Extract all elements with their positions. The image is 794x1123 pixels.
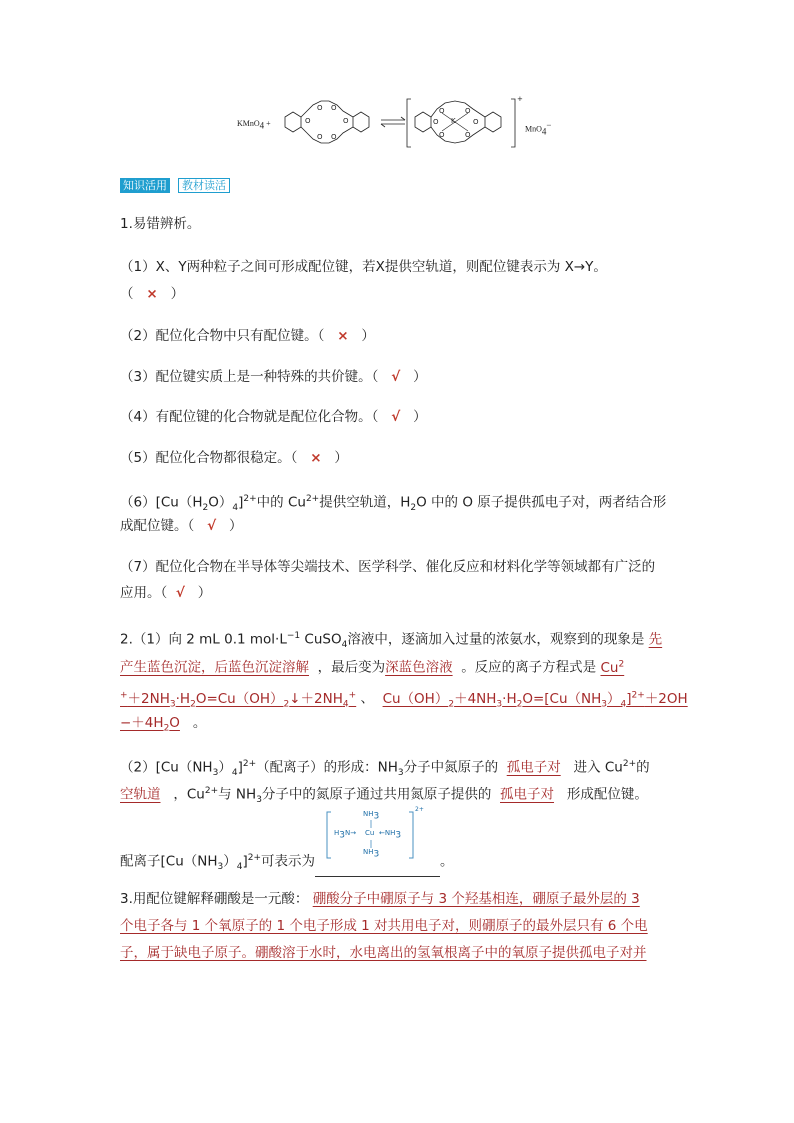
q2-part2-line1: $(2)[Cu(NH_3)_4]^{2+}$（配离子）的形成：$NH_3$分子中氮原子的 孤电子对 进入 $Cu^{2+}$的	[120, 759, 650, 779]
answer-equation-2: $Cu(OH)_2+4NH_3\cdot H_2O=[Cu(NH_3)_4]^{2+}+2OH$	[382, 690, 688, 710]
answer-empty-orbital: 空轨道	[120, 786, 161, 803]
kmno4-label: KMnO$_4$ +	[237, 119, 271, 131]
q3-line1: 3.用配位键解释硼酸是一元酸： 硼酸分子中硼原子与 3 个羟基相连，硼原子最外层的 3	[120, 891, 640, 907]
oxygen-label: O	[343, 117, 349, 125]
q1-item-6-cont: 成配位键。（ √ ）	[120, 518, 243, 534]
answer-boric-acid-cont: 个电子各与 1 个氧原子的 1 个电子形成 1 对共用电子对，则硼原子的最外层只有 6 个电	[120, 918, 648, 934]
nh3-right: $\leftarrow NH_3$	[379, 829, 402, 841]
oxygen-label: O	[317, 133, 323, 141]
oxygen-label: O	[465, 107, 471, 115]
answer-equation-2-cont: $-+4H_2O$	[120, 715, 180, 734]
answer-mark: √	[391, 369, 401, 385]
nh3-top: $NH_3$	[363, 810, 380, 822]
q1-item-1-answer: （ × ）	[120, 286, 185, 302]
q1-item-5: （5）配位化合物都很稳定。（ × ）	[120, 450, 348, 466]
answer-lone-pair: 孤电子对	[506, 759, 561, 776]
q1-item-1: （1）X、Y两种粒子之间可形成配位键，若X提供空轨道，则配位键表示为 X→Y。	[120, 259, 607, 275]
answer-boric-acid-cont: 子，属于缺电子原子。硼酸溶于水时，水电离出的氢氧根离子中的氧原子提供孤电子对并	[120, 945, 647, 961]
answer-mark: ×	[310, 450, 322, 466]
q2-part1-line3: $^++2NH_3\cdot H_2O=Cu(OH)_2↓+2NH_4^+$ 、 $Cu(OH)_2+4NH_3\cdot H_2O=[Cu(NH_3)_4]^{2+}+2OH$	[120, 690, 688, 710]
oxygen-label: O	[317, 104, 323, 112]
oxygen-label: O	[305, 117, 311, 125]
tag-textbook-reading: 教材读活	[178, 178, 230, 193]
cu-center: Cu	[365, 829, 375, 837]
permanganate-label: MnO$_4$−	[525, 120, 552, 137]
tag-knowledge-application: 知识活用	[120, 178, 170, 193]
crown-ether-reaction-diagram	[235, 95, 555, 155]
answer-boric-acid: 硼酸分子中硼原子与 3 个羟基相连，硼原子最外层的 3	[312, 891, 640, 907]
answer-mark: ×	[337, 328, 349, 344]
q1-item-6: $(6)[Cu(H_2O)_4]^{2+}$中的 $Cu^{2+}$提供空轨道，$H_2O$ 中的 O 原子提供孤电子对，两者结合形	[120, 494, 667, 514]
oxygen-label: O	[433, 118, 439, 126]
q2-part2-line2: 空轨道 ，$Cu^{2+}$与 $NH_3$分子中的氮原子通过共用氮原子提供的 孤电子对 形成配位键。	[120, 786, 648, 806]
oxygen-label: O	[473, 118, 479, 126]
q1-item-4: （4）有配位键的化合物就是配位化合物。（ √ ）	[120, 409, 427, 425]
q1-item-7: （7）配位化合物在半导体等尖端技术、医学科学、催化反应和材料化学等领域都有广泛的	[120, 559, 656, 575]
answer-equation: Cu$^2$	[600, 659, 625, 676]
answer-mark: √	[175, 585, 185, 601]
answer-phenomenon: 先	[648, 631, 663, 648]
oxygen-label: O	[465, 131, 471, 139]
answer-mark: √	[391, 409, 401, 425]
oxygen-label: O	[331, 104, 337, 112]
q1-item-2: （2）配位化合物中只有配位键。（ × ）	[120, 328, 375, 344]
q2-part3: 配离子$[Cu(NH_3)_4]^{2+}$可表示为 。	[120, 848, 454, 877]
answer-lone-pair-2: 孤电子对	[500, 786, 555, 803]
answer-final-state: 深蓝色溶液	[385, 659, 453, 676]
answer-phenomenon: 产生蓝色沉淀，后蓝色沉淀溶解	[120, 659, 309, 676]
complex-charge: +	[517, 95, 523, 103]
answer-mark: √	[207, 518, 217, 534]
oxygen-label: O	[439, 131, 445, 139]
q1-title: 1.易错辨析。	[120, 216, 201, 232]
nh3-left: $H_3N\to$	[334, 829, 357, 841]
q1-item-7-cont: 应用。（ √ ）	[120, 585, 212, 601]
q2-part1-line4: $-+4H_2O$ 。	[120, 715, 207, 734]
answer-blank	[315, 860, 440, 877]
potassium-label: K	[451, 117, 456, 125]
reaction-figure	[235, 95, 555, 155]
oxygen-label: O	[439, 107, 445, 115]
oxygen-label: O	[331, 133, 337, 141]
complex-charge: 2+	[415, 806, 424, 813]
nh3-bottom: $NH_3$	[363, 848, 380, 860]
q3-line2	[120, 916, 648, 936]
q3-line3	[120, 943, 647, 963]
answer-mark: ×	[146, 286, 158, 302]
q2-part1-line1: 2.（1）向 2 mL 0.1 $mol\cdot L^{-1}$ CuSO$_4$溶液中，逐滴加入过量的浓氨水，观察到的现象是 先	[120, 631, 663, 651]
q2-part1-line2: 产生蓝色沉淀，后蓝色沉淀溶解 ，最后变为深蓝色溶液 。反应的离子方程式是 Cu$^2$	[120, 659, 625, 676]
answer-equation-1: $^++2NH_3\cdot H_2O=Cu(OH)_2↓+2NH_4^+$	[120, 690, 357, 710]
q1-item-3: （3）配位键实质上是一种特殊的共价键。（ √ ）	[120, 369, 427, 385]
